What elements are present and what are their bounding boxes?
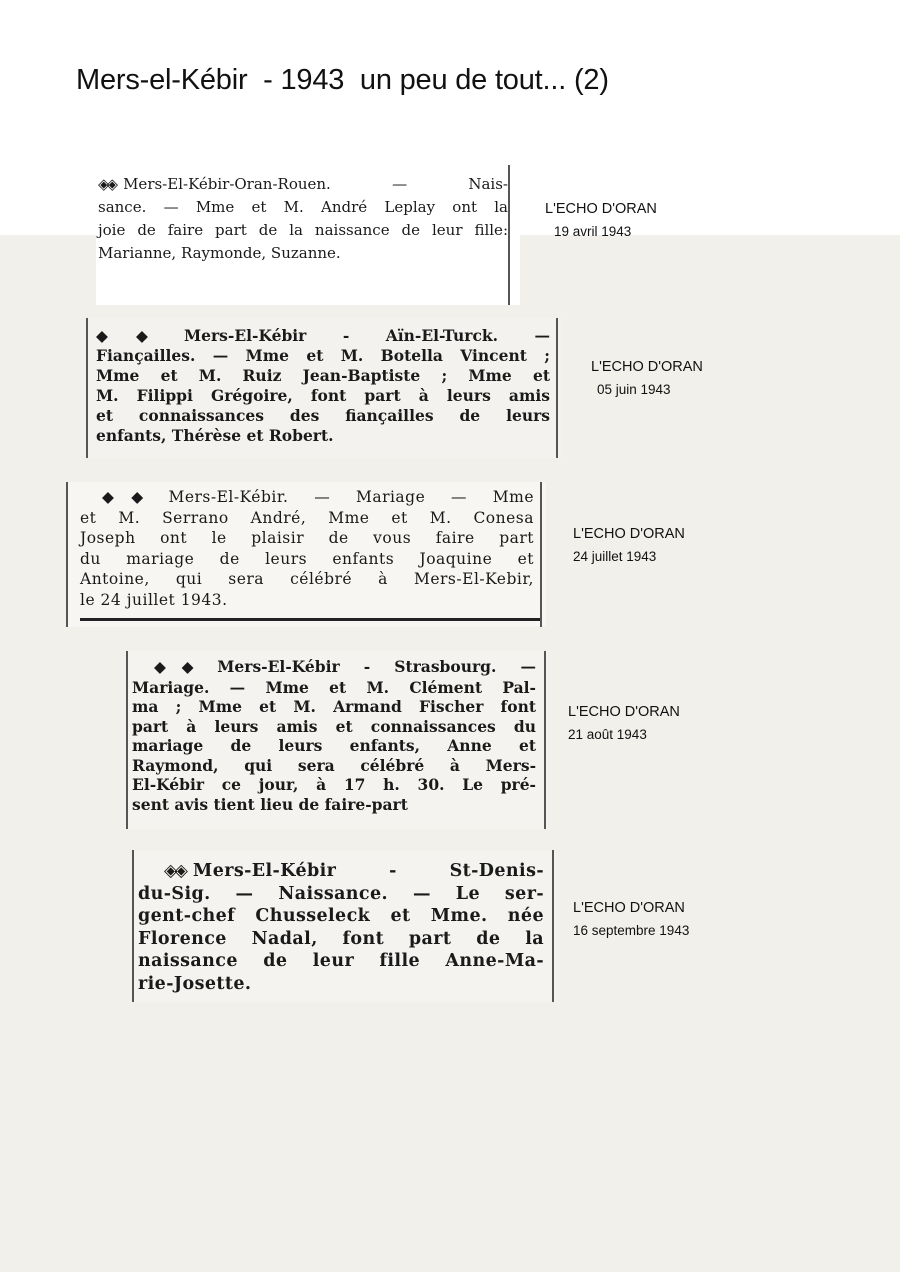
clipping-line: du-Sig. — Naissance. — Le ser- — [138, 883, 544, 904]
clipping-text: Mers-El-Kébir-Oran-Rouen. — Nais- — [123, 175, 508, 193]
clipping-line: Joseph ont le plaisir de vous faire part — [80, 529, 534, 547]
source-label-3 — [573, 522, 685, 568]
ornament-icon: ◈◈ — [98, 175, 116, 193]
clipping-text: Mers-El-Kébir - Strasbourg. — — [217, 657, 537, 676]
newspaper-clipping-3 — [66, 482, 546, 627]
clipping-line: Mme et M. Ruiz Jean-Baptiste ; Mme et — [96, 366, 550, 385]
clipping-line: naissance de leur fille Anne-Ma- — [138, 951, 544, 971]
page-title: Mers-el-Kébir - 1943 un peu de tout... (2) — [76, 64, 609, 96]
clipping-line: Antoine, qui sera célébré à Mers-El-Kebir, — [80, 570, 534, 588]
newspaper-clipping-5 — [132, 850, 556, 1002]
clipping-line: sance. — Mme et M. André Leplay ont la — [98, 198, 508, 216]
clipping-line: ma ; Mme et M. Armand Fischer font — [132, 697, 536, 716]
source-newspaper: L'ECHO D'ORAN — [573, 900, 685, 916]
clipping-line: El-Kébir ce jour, à 17 h. 30. Le pré- — [132, 775, 536, 794]
source-newspaper: L'ECHO D'ORAN — [591, 359, 703, 375]
source-newspaper: L'ECHO D'ORAN — [545, 201, 657, 217]
clipping-line: M. Filippi Grégoire, font part à leurs amis — [96, 386, 550, 405]
ornament-icon: ◆◆ — [102, 488, 161, 506]
source-date: 21 août 1943 — [568, 727, 647, 742]
ornament-icon: ◈◈ — [164, 861, 185, 881]
source-label-1 — [545, 197, 657, 243]
clipping-line: Florence Nadal, font part de la — [138, 928, 544, 949]
column-rule — [66, 482, 68, 627]
clipping-line: enfants, Thérèse et Robert. — [96, 426, 334, 445]
column-rule — [132, 850, 134, 1002]
source-newspaper: L'ECHO D'ORAN — [573, 526, 685, 542]
source-newspaper: L'ECHO D'ORAN — [568, 704, 680, 720]
clipping-text: Mers-El-Kébir. — Mariage — Mme — [168, 488, 534, 506]
source-date: 16 septembre 1943 — [573, 923, 690, 938]
clipping-line: et M. Serrano André, Mme et M. Conesa — [80, 508, 534, 527]
column-rule-bottom — [80, 618, 540, 621]
ornament-icon: ◆◆ — [96, 327, 176, 345]
clipping-line: sent avis tient lieu de faire-part — [132, 794, 408, 814]
column-rule — [86, 318, 88, 458]
clipping-line — [98, 173, 508, 196]
column-rule — [126, 651, 128, 829]
clipping-line: mariage de leurs enfants, Anne et — [132, 736, 536, 755]
source-label-4 — [568, 700, 680, 746]
clipping-line: Raymond, qui sera célébré à Mers- — [132, 755, 536, 775]
clipping-line — [80, 487, 534, 508]
clipping-line: Mariage. — Mme et M. Clément Pal- — [132, 677, 536, 697]
clipping-line: le 24 juillet 1943. — [80, 590, 228, 609]
clipping-line: Marianne, Raymonde, Suzanne. — [98, 244, 341, 262]
source-label-2 — [591, 355, 703, 401]
column-rule — [556, 318, 558, 458]
source-date: 24 juillet 1943 — [573, 549, 657, 564]
clipping-line: gent-chef Chusseleck et Mme. née — [138, 906, 544, 926]
clipping-text: Mers-El-Kébir - Aïn-El-Turck. — — [183, 326, 550, 345]
clipping-line — [138, 860, 544, 883]
clipping-text: Mers-El-Kébir - St-Denis- — [192, 861, 544, 881]
clipping-line: part à leurs amis et connaissances du — [132, 716, 536, 736]
clipping-line: rie-Josette. — [138, 973, 252, 994]
newspaper-clipping-2 — [86, 318, 562, 458]
newspaper-clipping-1 — [96, 165, 520, 305]
newspaper-clipping-4 — [126, 651, 548, 829]
clipping-line: du mariage de leurs enfants Joaquine et — [80, 549, 534, 568]
clipping-line — [132, 657, 536, 678]
source-date: 19 avril 1943 — [554, 224, 632, 239]
column-rule — [552, 850, 554, 1002]
clipping-line — [96, 326, 550, 346]
source-label-5 — [573, 896, 689, 942]
clipping-line: joie de faire part de la naissance de leur fille: — [98, 221, 508, 239]
clipping-line: et connaissances des fiançailles de leurs — [96, 406, 550, 425]
source-date: 05 juin 1943 — [597, 382, 671, 397]
clipping-line: Fiançailles. — Mme et M. Botella Vincent ; — [96, 346, 550, 365]
column-rule — [540, 482, 542, 627]
column-rule — [508, 165, 510, 305]
column-rule — [544, 651, 546, 829]
ornament-icon: ◆◆ — [154, 658, 210, 676]
